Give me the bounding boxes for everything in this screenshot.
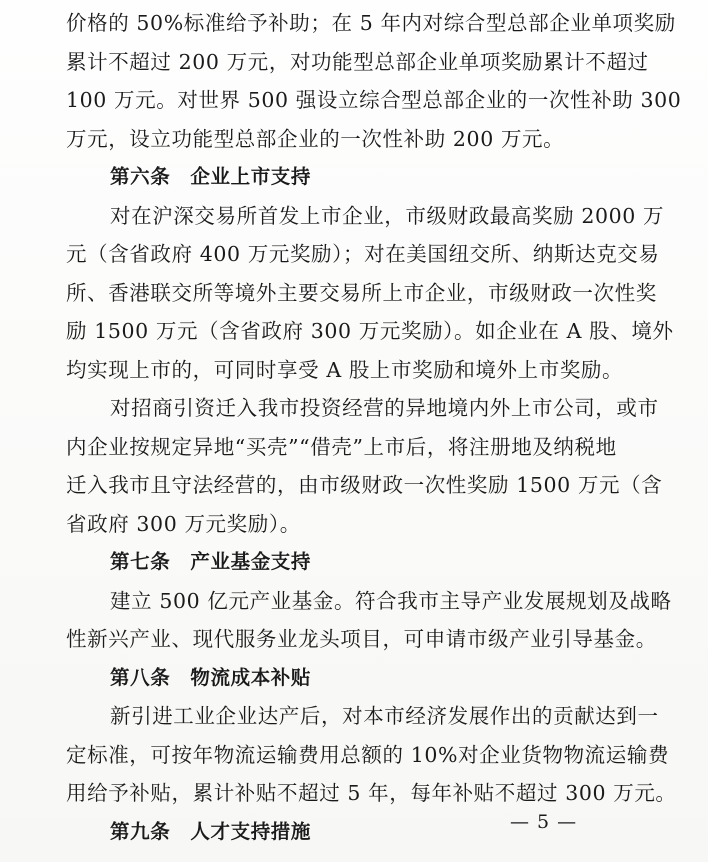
paragraph-line: 元（含省政府 400 万元奖励）；对在美国纽交所、纳斯达克交易 (66, 242, 660, 266)
paragraph-line: 均实现上市的，可同时享受 A 股上市奖励和境外上市奖励。 (66, 357, 624, 382)
paragraph-line: 100 万元。对世界 500 强设立综合型总部企业的一次性补助 300 (66, 88, 682, 112)
article-heading-8: 第八条 物流成本补贴 (110, 665, 312, 689)
paragraph-line: 励 1500 万元（含省政府 300 万元奖励）。如企业在 A 股、境外 (66, 319, 674, 343)
paragraph-line: 万元，设立功能型总部企业的一次性补助 200 万元。 (66, 126, 565, 151)
paragraph-line: 建立 500 亿元产业基金。符合我市主导产业发展规划及战略 (110, 588, 672, 613)
paragraph-line: 新引进工业企业达产后，对本市经济发展作出的贡献达到一 (110, 704, 659, 728)
article-heading-9: 第九条 人才支持措施 (110, 819, 312, 843)
paragraph-line: 累计不超过 200 万元，对功能型总部企业单项奖励累计不超过 (66, 49, 649, 74)
paragraph-line: 价格的 50%标准给予补助；在 5 年内对综合型总部企业单项奖励 (66, 11, 676, 35)
paragraph-line: 迁入我市且守法经营的，由市级财政一次性奖励 1500 万元（含 (66, 473, 663, 497)
paragraph-line: 对在沪深交易所首发上市企业，市级财政最高奖励 2000 万 (110, 203, 665, 228)
paragraph-line: 省政府 300 万元奖励）。 (66, 511, 301, 536)
document-body (66, 4, 682, 851)
article-heading-7: 第七条 产业基金支持 (110, 550, 312, 573)
paragraph-line: 定标准，可按年物流运输费用总额的 10%对企业货物物流运输费 (66, 742, 670, 767)
page-number: — 5 — (510, 811, 578, 833)
paragraph-line: 性新兴产业、现代服务业龙头项目，可申请市级产业引导基金。 (66, 627, 657, 651)
paragraph-line: 对招商引资迁入我市投资经营的异地境内外上市公司，或市 (110, 396, 659, 420)
paragraph-line: 用给予补贴，累计补贴不超过 5 年，每年补贴不超过 300 万元。 (66, 781, 677, 805)
article-heading-6: 第六条 企业上市支持 (110, 165, 312, 188)
paragraph-line: 所、香港联交所等境外主要交易所上市企业，市级财政一次性奖 (66, 280, 657, 305)
paragraph-line: 内企业按规定异地“买壳”“借壳”上市后，将注册地及纳税地 (66, 434, 617, 459)
